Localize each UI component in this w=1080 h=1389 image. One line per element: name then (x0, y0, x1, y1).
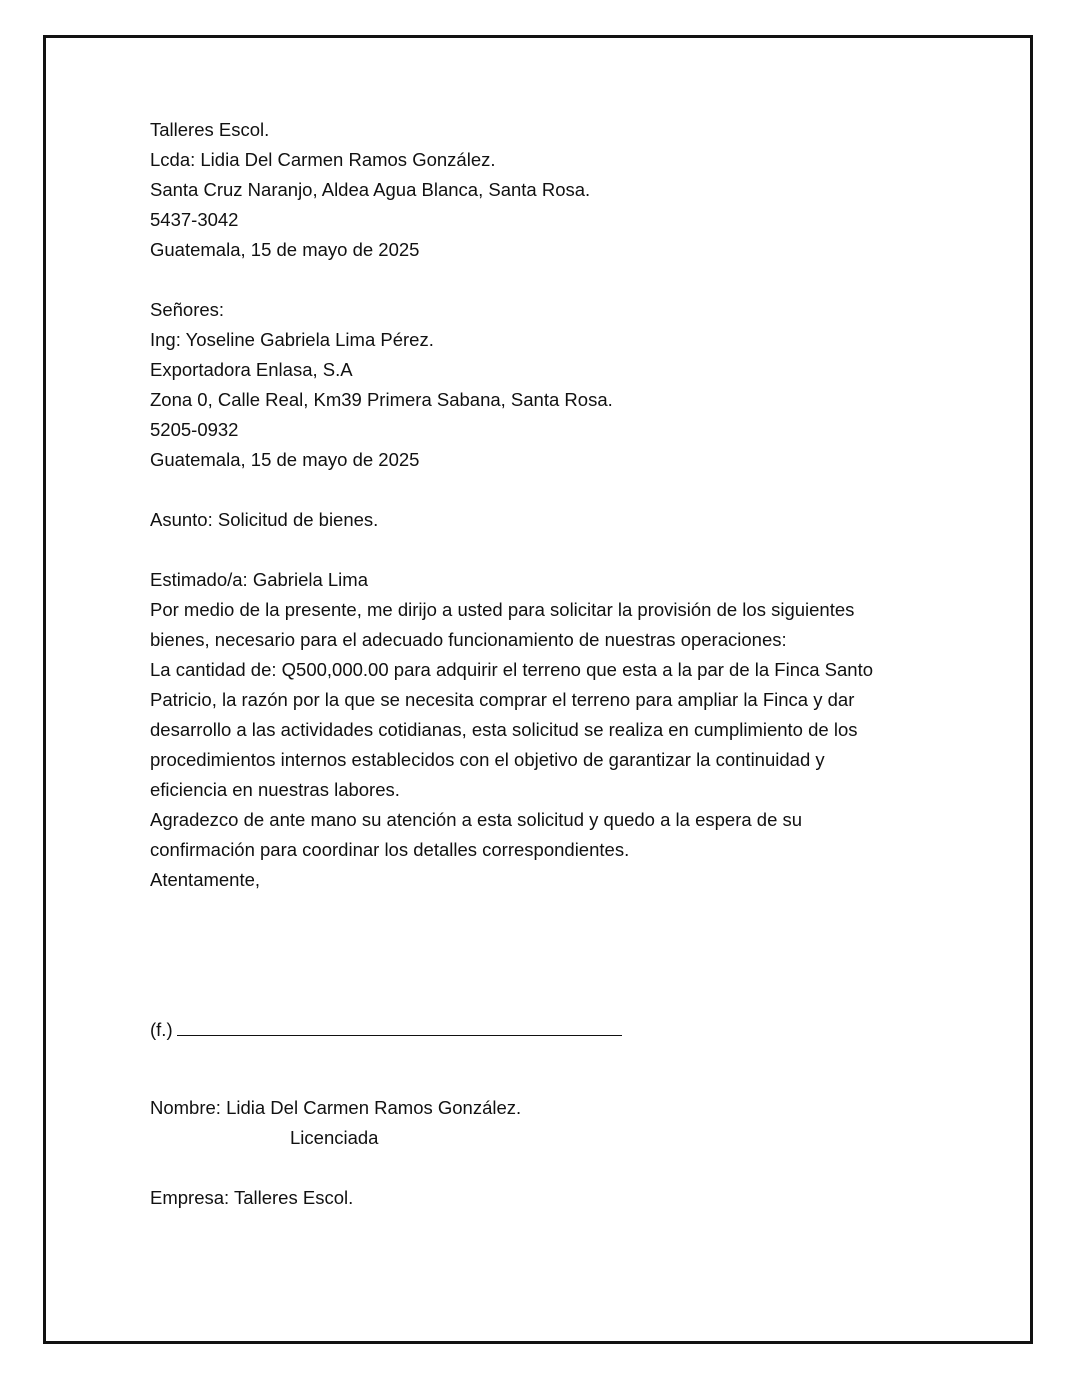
body-line: confirmación para coordinar los detalles correspondientes. (150, 839, 630, 860)
body-line: La cantidad de: Q500,000.00 para adquirir el terreno que esta a la par de la Finca Santo (150, 659, 874, 680)
sender-address: Santa Cruz Naranjo, Aldea Agua Blanca, Santa Rosa. (150, 179, 591, 200)
footer-name: Nombre: Lidia Del Carmen Ramos González. (150, 1097, 522, 1118)
footer-company: Empresa: Talleres Escol. (150, 1187, 354, 1208)
sender-date: Guatemala, 15 de mayo de 2025 (150, 239, 420, 260)
recipient-date: Guatemala, 15 de mayo de 2025 (150, 449, 420, 470)
signature-label: (f.) (150, 1019, 173, 1040)
body-line: Agradezco de ante mano su atención a esta solicitud y quedo a la espera de su (150, 809, 803, 830)
body-line: Por medio de la presente, me dirijo a usted para solicitar la provisión de los siguientes (150, 599, 855, 620)
recipient-address: Zona 0, Calle Real, Km39 Primera Sabana, Santa Rosa. (150, 389, 613, 410)
recipient-phone: 5205-0932 (150, 419, 239, 440)
body-line: procedimientos internos establecidos con el objetivo de garantizar la continuidad y (150, 749, 825, 770)
body-line: bienes, necesario para el adecuado funcionamiento de nuestras operaciones: (150, 629, 787, 650)
signature-line (177, 1017, 622, 1036)
signature-block (150, 1015, 622, 1045)
letter-body (150, 115, 950, 895)
recipient-company: Exportadora Enlasa, S.A (150, 359, 353, 380)
recipient-name: Ing: Yoseline Gabriela Lima Pérez. (150, 329, 434, 350)
greeting: Estimado/a: Gabriela Lima (150, 569, 368, 590)
body-line: Patricio, la razón por la que se necesita comprar el terreno para ampliar la Finca y dar (150, 689, 855, 710)
closing: Atentamente, (150, 869, 261, 890)
footer-title: Licenciada (290, 1127, 379, 1148)
sender-name: Lcda: Lidia Del Carmen Ramos González. (150, 149, 496, 170)
recipient-salutation-header: Señores: (150, 299, 225, 320)
subject-line: Asunto: Solicitud de bienes. (150, 509, 379, 530)
sender-company: Talleres Escol. (150, 119, 270, 140)
body-line: eficiencia en nuestras labores. (150, 779, 400, 800)
sender-phone: 5437-3042 (150, 209, 239, 230)
body-line: desarrollo a las actividades cotidianas, esta solicitud se realiza en cumplimiento de los (150, 719, 858, 740)
footer-block (150, 1093, 521, 1213)
